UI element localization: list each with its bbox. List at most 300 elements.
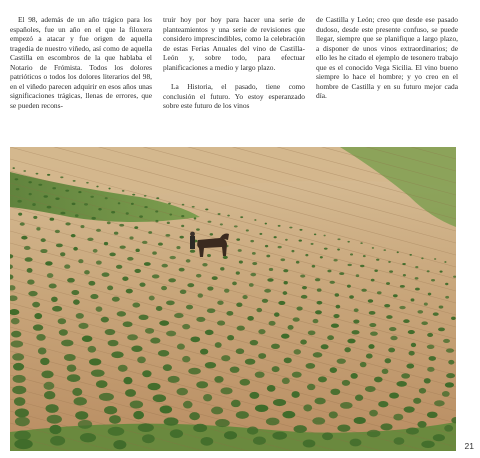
vine-plant (404, 406, 415, 412)
vine-plant (330, 389, 340, 395)
vine-plant (163, 364, 172, 371)
text-columns (10, 15, 456, 150)
vine-plant (393, 414, 403, 421)
vine-plant (130, 400, 143, 408)
vine-plant (230, 366, 240, 372)
vine-plant (284, 357, 292, 363)
vine-plant (350, 439, 362, 447)
vine-plant (433, 312, 439, 315)
vine-plant (271, 344, 280, 349)
vine-plant (314, 398, 325, 405)
vine-plant (342, 380, 350, 386)
vine-plant (75, 214, 79, 217)
vine-plant (78, 191, 81, 193)
vine-plant (13, 363, 24, 371)
vine-plant (170, 256, 176, 259)
vine-plant (383, 249, 386, 251)
vine-plant (67, 278, 75, 283)
vine-plant (368, 344, 374, 349)
vine-plant (252, 262, 257, 265)
vine-plant (247, 427, 258, 435)
vine-plant (314, 233, 316, 235)
vine-plant (196, 228, 200, 230)
vine-plant (134, 269, 141, 273)
vine-plant (444, 261, 446, 263)
vineyard-photo (10, 147, 456, 451)
vine-plant (399, 306, 405, 309)
vine-plant (38, 347, 47, 354)
vine-plant (369, 311, 376, 315)
vine-plant (284, 281, 288, 284)
vine-plant (144, 195, 147, 197)
vine-plant (96, 261, 102, 265)
vine-plant (353, 319, 359, 323)
vine-plant (289, 227, 292, 229)
vine-plant (80, 225, 84, 228)
vine-plant (113, 440, 126, 449)
vine-plant (135, 249, 139, 252)
vine-plant (217, 301, 223, 305)
vine-plant (127, 334, 138, 340)
vine-plant (78, 420, 92, 429)
vine-plant (84, 270, 90, 274)
vine-plant (156, 306, 163, 311)
vine-plant (55, 198, 59, 200)
vine-plant (148, 383, 161, 390)
vine-plant (43, 195, 48, 197)
vine-plant (28, 181, 31, 183)
vine-plant (434, 400, 445, 406)
vine-plant (409, 351, 415, 356)
vine-plant (169, 213, 172, 215)
vine-plant (165, 234, 170, 237)
vine-plant (215, 419, 230, 427)
vine-plant (296, 306, 302, 310)
vine-plant (267, 278, 273, 281)
vine-plant (148, 231, 152, 234)
vine-plant (181, 225, 184, 227)
vine-plant (202, 263, 207, 266)
vine-plant (249, 392, 259, 399)
vine-plant (265, 223, 267, 225)
vine-plant (166, 331, 176, 337)
vine-plant (207, 308, 216, 313)
vine-plant (232, 282, 237, 286)
vine-plant (236, 348, 244, 354)
vine-plant (12, 353, 24, 360)
vine-plant (371, 279, 375, 282)
vine-plant (168, 376, 180, 383)
vine-plant (155, 220, 158, 222)
vine-plant (102, 272, 110, 276)
vine-plant (427, 333, 433, 337)
vine-plant (347, 339, 355, 344)
vine-plant (73, 247, 78, 251)
vine-plant (252, 252, 256, 255)
vine-plant (255, 405, 268, 412)
vine-plant (36, 173, 39, 175)
vine-plant (64, 264, 70, 268)
vine-plant (13, 375, 26, 383)
vine-plant (313, 352, 323, 357)
vine-plant (217, 321, 225, 326)
vine-plant (52, 187, 56, 189)
vine-plant (274, 312, 280, 316)
text-column-2 (163, 15, 305, 111)
vine-plant (340, 402, 353, 409)
vine-plant (194, 217, 197, 219)
vine-plant (114, 232, 118, 235)
vine-plant (250, 240, 254, 242)
vine-plant (313, 319, 319, 323)
vine-plant (196, 381, 208, 388)
vine-plant (221, 387, 233, 394)
vine-plant (11, 341, 23, 348)
vine-plant (60, 252, 65, 256)
vine-plant (211, 407, 223, 415)
vine-plant (368, 299, 373, 302)
vine-plant (17, 200, 21, 203)
vine-plant (255, 371, 265, 377)
vine-plant (380, 423, 392, 430)
vine-plant (34, 313, 42, 319)
vine-plant (200, 349, 208, 355)
vine-plant (55, 230, 60, 233)
vine-plant (15, 417, 30, 426)
vine-plant (59, 329, 68, 335)
vine-plant (188, 368, 201, 375)
paragraph-4: de Castilla y León; creo que desde ese pasado dudoso, desde este presente confuso, se puede llegar, siempre que se planifique a largo plazo, a disponer de unos vinos extraordinarios; de ello les he citado el ejemplo de tesonero trabajo que es el conocido Vega Sicilia. El vino bueno siempre lo hace el hombre; y yo creo en el hombre de Castilla y en su futuro mejor cada día. (316, 15, 458, 101)
vine-plant (105, 329, 116, 335)
vine-plant (96, 380, 108, 388)
vine-plant (118, 202, 121, 204)
vine-plant (312, 417, 325, 424)
vine-plant (445, 382, 454, 387)
vine-plant (126, 289, 133, 294)
vine-plant (323, 235, 325, 237)
vine-plant (123, 377, 132, 384)
vine-plant (409, 254, 412, 256)
vine-plant (38, 184, 42, 186)
vine-plant (291, 391, 299, 398)
text-column-1 (10, 15, 152, 110)
vine-plant (347, 285, 351, 288)
vine-plant (201, 437, 214, 446)
vine-plant (273, 399, 286, 406)
vine-plant (156, 197, 159, 199)
vine-plant (330, 281, 335, 284)
vine-plant (80, 433, 96, 442)
vine-plant (321, 344, 329, 349)
vine-plant (415, 277, 419, 279)
vine-plant (112, 297, 120, 302)
vine-plant (50, 436, 65, 446)
vine-plant (58, 318, 67, 324)
vine-plant (152, 274, 160, 278)
vine-plant (283, 269, 288, 272)
vine-plant (109, 415, 121, 424)
vine-plant (318, 376, 327, 382)
vine-plant (40, 358, 49, 365)
vine-plant (363, 255, 366, 257)
vine-plant (446, 348, 454, 352)
vine-plant (107, 286, 113, 291)
vine-plant (307, 384, 315, 390)
vine-plant (333, 259, 337, 261)
vine-plant (427, 412, 438, 418)
vine-plant (50, 218, 55, 221)
vine-plant (193, 424, 207, 432)
vine-plant (20, 222, 25, 225)
vine-plant (236, 303, 242, 307)
vine-plant (389, 327, 396, 331)
vine-plant (444, 425, 453, 432)
vine-plant (291, 250, 294, 252)
vine-plant (249, 283, 254, 287)
vine-plant (433, 434, 445, 441)
vine-plant (91, 369, 105, 376)
vine-plant (67, 364, 77, 371)
vine-plant (269, 268, 273, 271)
vine-plant (303, 404, 312, 411)
vine-plant (344, 347, 351, 352)
vine-plant (126, 212, 129, 214)
vine-plant (282, 378, 290, 384)
vine-plant (242, 295, 247, 299)
vine-plant (415, 288, 420, 291)
vine-plant (262, 299, 268, 303)
vine-plant (167, 222, 170, 224)
vine-plant (259, 233, 262, 235)
vine-plant (278, 225, 281, 227)
paragraph-1: El 98, además de un año trágico para los españoles, fue un año en el que la filoxera empezó a atacar y fue origen de aquella tragedia de nuestro viñedo, así como de aquella Castilla en escombros de la que hablaba el Notario de Frómista. Todos los dolores patrióticos o todos los dolores literarios del 98, en el viñedo parecen adquirir en esos años unas significaciones trágicas, llenas de errores, que se pueden recons- (10, 15, 152, 110)
vine-plant (73, 180, 76, 182)
vine-plant (132, 194, 135, 196)
vine-plant (139, 282, 145, 286)
vine-plant (299, 240, 302, 242)
vine-plant (427, 270, 430, 272)
vine-plant (258, 353, 266, 359)
vine-plant (337, 424, 350, 431)
vine-plant (205, 362, 216, 368)
vine-plant (127, 257, 133, 261)
vine-plant (111, 351, 123, 358)
vine-plant (374, 269, 378, 271)
vine-plant (352, 330, 360, 334)
vine-plant (246, 229, 249, 231)
vine-plant (122, 277, 128, 281)
vine-plant (389, 270, 393, 272)
vine-plant (23, 170, 26, 172)
vine-plant (312, 265, 315, 268)
vine-plant (402, 263, 406, 265)
vine-plant (226, 311, 233, 316)
vine-plant (451, 317, 456, 320)
vine-plant (234, 225, 238, 227)
vine-plant (350, 253, 353, 255)
vine-plant (281, 258, 286, 261)
vine-plant (258, 329, 265, 334)
vine-plant (158, 350, 169, 356)
vine-plant (442, 391, 450, 397)
paragraph-2: truir hoy por hoy para hacer una serie de planteamientos y una serie de revisiones que considero imprescindibles, como la celebración de estas Ferias Anuales del vino de Castilla-León y, sobre todo, para efectuar planificaciones a medio y largo plazo. (163, 15, 305, 72)
vine-plant (105, 197, 108, 199)
vine-plant (301, 295, 308, 299)
vine-plant (337, 358, 346, 363)
vine-plant (370, 331, 378, 335)
vine-plant (203, 394, 212, 401)
vine-plant (182, 356, 190, 362)
vine-plant (330, 367, 337, 373)
vine-plant (41, 238, 46, 242)
vine-plant (401, 373, 410, 378)
vine-plant (60, 212, 65, 215)
vine-plant (429, 356, 436, 361)
vine-plant (101, 317, 109, 323)
vine-plant (107, 221, 111, 224)
vine-plant (12, 386, 26, 394)
vine-plant (419, 388, 426, 394)
vine-plant (347, 264, 351, 266)
vine-plant (96, 229, 101, 232)
vine-plant (266, 255, 270, 258)
vine-plant (168, 203, 171, 205)
vine-plant (272, 432, 287, 440)
vine-plant (122, 190, 125, 192)
vine-plant (361, 289, 366, 292)
vine-plant (224, 431, 237, 439)
vine-plant (91, 217, 95, 220)
vine-plant (144, 262, 151, 266)
vine-plant (299, 229, 302, 231)
vine-plant (223, 256, 228, 259)
vine-plant (208, 221, 212, 223)
vine-plant (413, 398, 421, 404)
vine-plant (253, 437, 266, 445)
vine-plant (109, 253, 115, 257)
vine-plant (227, 215, 230, 217)
vine-plant (296, 261, 300, 264)
vine-plant (360, 242, 362, 244)
vine-plant (177, 388, 188, 395)
vine-plant (207, 254, 211, 257)
vine-plant (393, 294, 398, 297)
vine-plant (250, 273, 256, 276)
vine-plant (424, 303, 428, 306)
vine-plant (335, 293, 339, 296)
vine-plant (52, 306, 62, 312)
vine-plant (104, 406, 117, 414)
vine-plant (397, 251, 399, 253)
vine-plant (14, 439, 32, 449)
vine-plant (389, 393, 399, 399)
vine-plant (84, 203, 88, 205)
vine-plant (240, 216, 243, 218)
vine-plant (159, 320, 169, 325)
vine-plant (394, 437, 405, 444)
vine-plant (411, 343, 416, 347)
vine-plant (119, 224, 124, 227)
vine-plant (76, 313, 84, 319)
vine-plant (46, 404, 59, 413)
vine-plant (421, 321, 428, 325)
vine-plant (240, 379, 251, 386)
vine-plant (239, 260, 243, 263)
vine-plant (411, 298, 415, 301)
vine-plant (428, 293, 432, 296)
vine-plant (302, 286, 307, 289)
vine-plant (283, 291, 288, 295)
vine-plant (162, 264, 168, 268)
vine-plant (360, 362, 367, 367)
vine-plant (116, 265, 122, 269)
vine-plant (88, 281, 95, 286)
vine-plant (327, 270, 331, 273)
vine-plant (384, 304, 390, 307)
vine-plant (439, 305, 444, 308)
vine-plant (445, 283, 448, 285)
vine-plant (44, 382, 55, 390)
vine-plant (64, 354, 76, 361)
vine-plant (45, 261, 53, 265)
vine-plant (443, 339, 450, 343)
vine-plant (108, 340, 119, 346)
vine-plant (117, 311, 126, 316)
vine-plant (265, 245, 268, 247)
vine-plant (47, 415, 62, 424)
vine-plant (88, 346, 97, 353)
vine-plant (207, 286, 213, 290)
vine-plant (406, 428, 419, 435)
vine-plant (90, 294, 98, 299)
vine-plant (24, 246, 31, 250)
vine-plant (108, 427, 125, 436)
vine-plant (421, 441, 434, 448)
vine-plant (351, 373, 358, 379)
vine-plant (311, 243, 314, 245)
vine-plant (133, 411, 144, 419)
vine-plant (78, 323, 88, 329)
vine-plant (118, 365, 128, 372)
vine-plant (153, 394, 166, 402)
vine-plant (11, 318, 20, 324)
vine-plant (182, 324, 190, 329)
vine-plant (96, 186, 98, 188)
vine-plant (315, 310, 322, 314)
paragraph-3: La Historia, el pasado, tiene como conclusión el futuro. Yo estoy esperanzado sobre este futuro de los vinos (163, 82, 305, 111)
vine-plant (266, 418, 280, 426)
vine-plant (434, 258, 436, 260)
vine-plant (36, 227, 40, 230)
vine-plant (386, 315, 392, 319)
vine-plant (132, 302, 140, 307)
vine-plant (189, 412, 200, 420)
vine-plant (144, 206, 147, 208)
vine-plant (182, 204, 185, 206)
vine-plant (14, 397, 25, 406)
vine-plant (331, 323, 339, 327)
vine-plant (349, 295, 354, 298)
vine-plant (139, 315, 149, 320)
vine-plant (256, 308, 262, 312)
vine-plant (78, 259, 83, 263)
vine-plant (205, 330, 214, 335)
vine-plant (21, 236, 27, 240)
vine-plant (104, 242, 108, 245)
vine-plant (333, 314, 339, 318)
vine-plant (224, 289, 229, 293)
vine-plant (134, 226, 138, 229)
